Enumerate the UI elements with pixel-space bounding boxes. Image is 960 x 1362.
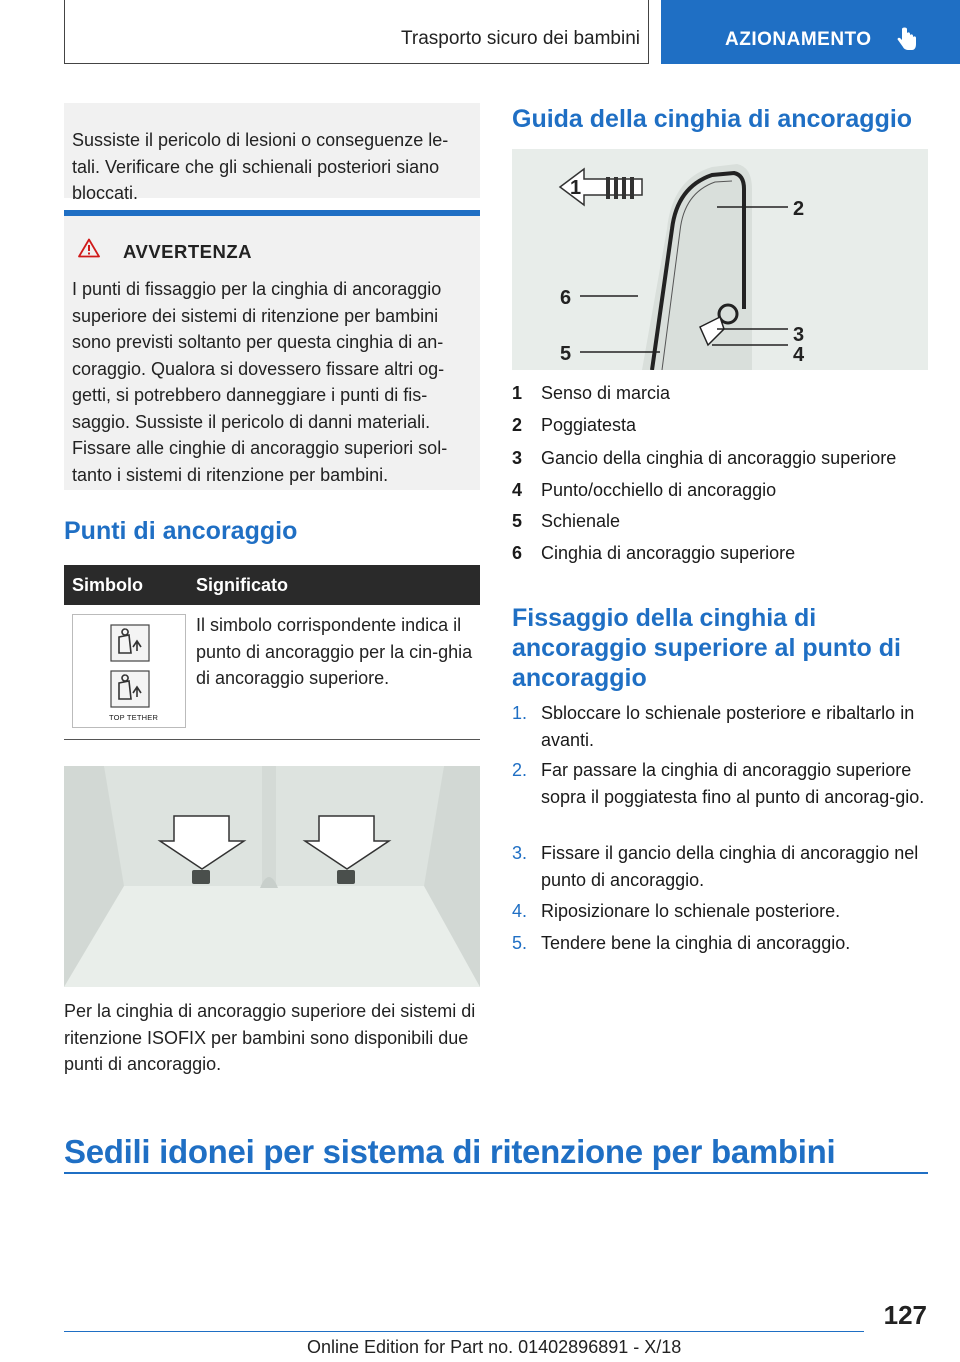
note-text: Sussiste il pericolo di lesioni o conseguenze le-tali. Verificare che gli schienali posteriori siano bloccati. bbox=[72, 130, 449, 203]
warning-box bbox=[64, 210, 480, 490]
diagram-label-3: 3 bbox=[793, 324, 805, 346]
child-seat-anchor-icon bbox=[73, 615, 185, 727]
strap-guide-heading: Guida della cinghia di ancoraggio bbox=[512, 105, 913, 133]
section-heading-rule bbox=[64, 1172, 928, 1174]
warning-text: I punti di fissaggio per la cinghia di ancoraggio superiore dei sistemi di ritenzione per bambini sono previsti soltanto per questa cinghia di an-coraggio. Qualora si dovessero fissare altri og-getti, si potrebbero danneggiare i punti di fis-saggio. Sussiste il pericolo di danni materiali. Fissare alle cinghie di ancoraggio superiori sol-tanto i sistemi di ritenzione per bambini. bbox=[72, 279, 448, 485]
edition-footer: Online Edition for Part no. 01402896891 - X/18 bbox=[307, 1337, 682, 1357]
anchor-points-caption: Per la cinghia di ancoraggio superiore dei sistemi di ritenzione ISOFIX per bambini sono disponibili due punti di ancoraggio. bbox=[64, 1001, 476, 1074]
table-rule bbox=[64, 739, 480, 740]
fastening-heading: Fissaggio della cinghia di ancoraggio superiore al punto di ancoraggio bbox=[512, 604, 901, 692]
top-tether-label: TOP TETHER bbox=[109, 713, 159, 722]
symbol-table-header bbox=[64, 565, 480, 605]
diagram-label-1: 1 bbox=[570, 177, 582, 199]
chapter-tab-label: AZIONAMENTO bbox=[725, 29, 872, 50]
anchor-points-heading: Punti di ancoraggio bbox=[64, 517, 298, 545]
col-symbol: Simbolo bbox=[72, 575, 143, 595]
footer-rule bbox=[64, 1331, 864, 1332]
diagram-label-6: 6 bbox=[560, 287, 572, 309]
hand-pointer-icon bbox=[893, 26, 919, 52]
diagram-label-5: 5 bbox=[560, 343, 572, 365]
chapter-tab[interactable] bbox=[661, 0, 960, 64]
col-meaning: Significato bbox=[196, 575, 289, 595]
top-tether-symbol bbox=[72, 614, 186, 728]
symbol-meaning: Il simbolo corrispondente indica il punto di ancoraggio per la cin-ghia di ancoraggio superiore. bbox=[196, 615, 473, 688]
warning-title: AVVERTENZA bbox=[123, 241, 253, 262]
note-box bbox=[64, 103, 480, 203]
page-number: 127 bbox=[883, 1300, 927, 1330]
diagram-label-2: 2 bbox=[793, 198, 805, 220]
strap-guide-diagram bbox=[512, 149, 928, 370]
section-heading: Sedili idonei per sistema di ritenzione per bambini bbox=[64, 1133, 836, 1170]
anchor-points-photo bbox=[64, 766, 480, 987]
diagram-label-4: 4 bbox=[793, 344, 805, 366]
section-title: Trasporto sicuro dei bambini bbox=[400, 28, 640, 49]
